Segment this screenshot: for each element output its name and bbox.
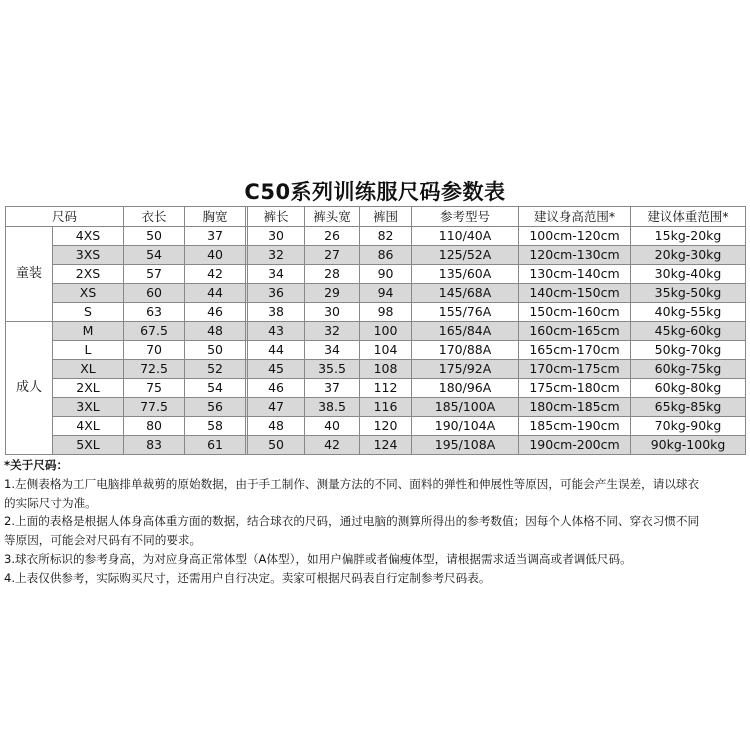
- table-cell: S: [53, 303, 124, 322]
- table-cell: 170/88A: [412, 341, 519, 360]
- table-cell: 160cm-165cm: [519, 322, 631, 341]
- table-row: [6, 341, 746, 360]
- table-cell: 56: [185, 398, 246, 417]
- table-cell: 150cm-160cm: [519, 303, 631, 322]
- table-cell: 57: [124, 265, 185, 284]
- header-size: 尺码: [6, 207, 124, 227]
- table-cell: 32: [305, 322, 360, 341]
- table-row: [6, 246, 746, 265]
- table-cell: 185/100A: [412, 398, 519, 417]
- table-cell: 5XL: [53, 436, 124, 455]
- table-cell: 67.5: [124, 322, 185, 341]
- table-cell: 45: [248, 360, 305, 379]
- notes-heading: *关于尺码：: [4, 458, 69, 472]
- table-cell: 124: [360, 436, 412, 455]
- table-cell: 27: [305, 246, 360, 265]
- table-cell: 165/84A: [412, 322, 519, 341]
- table-cell: 60kg-75kg: [631, 360, 746, 379]
- table-cell: 37: [185, 227, 246, 246]
- table-cell: 50: [248, 436, 305, 455]
- table-cell: 116: [360, 398, 412, 417]
- table-cell: 145/68A: [412, 284, 519, 303]
- table-cell: L: [53, 341, 124, 360]
- group-label: 童装: [6, 227, 53, 322]
- table-cell: 83: [124, 436, 185, 455]
- group-label: 成人: [6, 322, 53, 455]
- table-cell: 4XL: [53, 417, 124, 436]
- header-pants-length: 裤长: [248, 207, 305, 227]
- table-cell: 190cm-200cm: [519, 436, 631, 455]
- table-row: [6, 303, 746, 322]
- table-cell: 44: [185, 284, 246, 303]
- table-cell: 80: [124, 417, 185, 436]
- table-cell: 86: [360, 246, 412, 265]
- table-cell: 50: [124, 227, 185, 246]
- table-row: [6, 227, 746, 246]
- table-cell: 108: [360, 360, 412, 379]
- table-cell: 40: [185, 246, 246, 265]
- table-cell: 90kg-100kg: [631, 436, 746, 455]
- header-length: 衣长: [124, 207, 185, 227]
- table-cell: 82: [360, 227, 412, 246]
- table-cell: XS: [53, 284, 124, 303]
- table-row: [6, 360, 746, 379]
- table-cell: 165cm-170cm: [519, 341, 631, 360]
- table-cell: 28: [305, 265, 360, 284]
- table-cell: 54: [124, 246, 185, 265]
- table-cell: 45kg-60kg: [631, 322, 746, 341]
- table-header-row: [6, 207, 746, 227]
- table-cell: 112: [360, 379, 412, 398]
- table-row: [6, 436, 746, 455]
- table-cell: 50: [185, 341, 246, 360]
- header-waist-width: 裤头宽: [305, 207, 360, 227]
- table-cell: 94: [360, 284, 412, 303]
- table-cell: 185cm-190cm: [519, 417, 631, 436]
- table-cell: 63: [124, 303, 185, 322]
- table-cell: 98: [360, 303, 412, 322]
- table-cell: 195/108A: [412, 436, 519, 455]
- table-cell: 46: [248, 379, 305, 398]
- table-cell: XL: [53, 360, 124, 379]
- table-cell: 4XS: [53, 227, 124, 246]
- table-cell: 26: [305, 227, 360, 246]
- page-title: C50系列训练服尺码参数表: [244, 180, 506, 204]
- table-cell: 30kg-40kg: [631, 265, 746, 284]
- size-notes: [4, 456, 746, 588]
- table-cell: 135/60A: [412, 265, 519, 284]
- table-cell: 42: [305, 436, 360, 455]
- table-cell: 34: [305, 341, 360, 360]
- table-cell: 38.5: [305, 398, 360, 417]
- table-cell: 20kg-30kg: [631, 246, 746, 265]
- table-cell: 77.5: [124, 398, 185, 417]
- table-cell: 61: [185, 436, 246, 455]
- header-chest: 胸宽: [185, 207, 246, 227]
- table-row: [6, 398, 746, 417]
- table-cell: 60kg-80kg: [631, 379, 746, 398]
- table-cell: 35kg-50kg: [631, 284, 746, 303]
- table-cell: 44: [248, 341, 305, 360]
- table-row: [6, 322, 746, 341]
- table-cell: 70: [124, 341, 185, 360]
- table-cell: 48: [248, 417, 305, 436]
- table-cell: 2XL: [53, 379, 124, 398]
- header-hip: 裤围: [360, 207, 412, 227]
- table-cell: 47: [248, 398, 305, 417]
- table-cell: 42: [185, 265, 246, 284]
- table-cell: 170cm-175cm: [519, 360, 631, 379]
- table-cell: 100: [360, 322, 412, 341]
- table-cell: 58: [185, 417, 246, 436]
- table-cell: M: [53, 322, 124, 341]
- table-cell: 35.5: [305, 360, 360, 379]
- table-cell: 65kg-85kg: [631, 398, 746, 417]
- table-cell: 46: [185, 303, 246, 322]
- table-row: [6, 379, 746, 398]
- table-cell: 3XL: [53, 398, 124, 417]
- table-cell: 29: [305, 284, 360, 303]
- table-cell: 36: [248, 284, 305, 303]
- size-chart-table: [5, 206, 746, 455]
- table-cell: 120cm-130cm: [519, 246, 631, 265]
- table-cell: 38: [248, 303, 305, 322]
- table-cell: 110/40A: [412, 227, 519, 246]
- table-row: [6, 284, 746, 303]
- header-weight-range: 建议体重范围*: [631, 207, 746, 227]
- table-cell: 34: [248, 265, 305, 284]
- table-cell: 3XS: [53, 246, 124, 265]
- table-cell: 60: [124, 284, 185, 303]
- table-cell: 30: [248, 227, 305, 246]
- table-cell: 40: [305, 417, 360, 436]
- table-cell: 175cm-180cm: [519, 379, 631, 398]
- table-cell: 90: [360, 265, 412, 284]
- table-cell: 120: [360, 417, 412, 436]
- table-cell: 140cm-150cm: [519, 284, 631, 303]
- table-cell: 100cm-120cm: [519, 227, 631, 246]
- note-line: 1.左侧表格为工厂电脑排单裁剪的原始数据，由于手工制作、测量方法的不同、面料的弹性和伸展性等原因，可能会产生误差，请以球衣: [4, 476, 700, 491]
- table-cell: 125/52A: [412, 246, 519, 265]
- table-cell: 37: [305, 379, 360, 398]
- table-cell: 180/96A: [412, 379, 519, 398]
- table-cell: 50kg-70kg: [631, 341, 746, 360]
- table-cell: 155/76A: [412, 303, 519, 322]
- table-row: [6, 417, 746, 436]
- note-line: 2.上面的表格是根据人体身高体重方面的数据，结合球衣的尺码，通过电脑的测算所得出的参考数值；因每个人体格不同、穿衣习惯不同: [4, 514, 700, 529]
- table-cell: 2XS: [53, 265, 124, 284]
- table-cell: 70kg-90kg: [631, 417, 746, 436]
- table-cell: 15kg-20kg: [631, 227, 746, 246]
- header-model: 参考型号: [412, 207, 519, 227]
- table-cell: 175/92A: [412, 360, 519, 379]
- table-cell: 130cm-140cm: [519, 265, 631, 284]
- table-row: [6, 265, 746, 284]
- table-cell: 104: [360, 341, 412, 360]
- table-cell: 40kg-55kg: [631, 303, 746, 322]
- table-cell: 190/104A: [412, 417, 519, 436]
- header-height-range: 建议身高范围*: [519, 207, 631, 227]
- note-line: 4.上表仅供参考，实际购买尺寸，还需用户自行决定。卖家可根据尺码表自行定制参考尺码表。: [4, 570, 491, 585]
- table-cell: 180cm-185cm: [519, 398, 631, 417]
- table-cell: 48: [185, 322, 246, 341]
- note-line: 等原因，可能会对尺码有不同的要求。: [4, 533, 202, 548]
- note-line: 3.球衣所标识的参考身高，为对应身高正常体型（A体型），如用户偏胖或者偏瘦体型，请根据需求适当调高或者调低尺码。: [4, 551, 632, 566]
- table-cell: 52: [185, 360, 246, 379]
- table-cell: 30: [305, 303, 360, 322]
- table-cell: 75: [124, 379, 185, 398]
- table-cell: 54: [185, 379, 246, 398]
- table-cell: 72.5: [124, 360, 185, 379]
- table-cell: 32: [248, 246, 305, 265]
- note-line: 的实际尺寸为准。: [4, 495, 97, 510]
- table-cell: 43: [248, 322, 305, 341]
